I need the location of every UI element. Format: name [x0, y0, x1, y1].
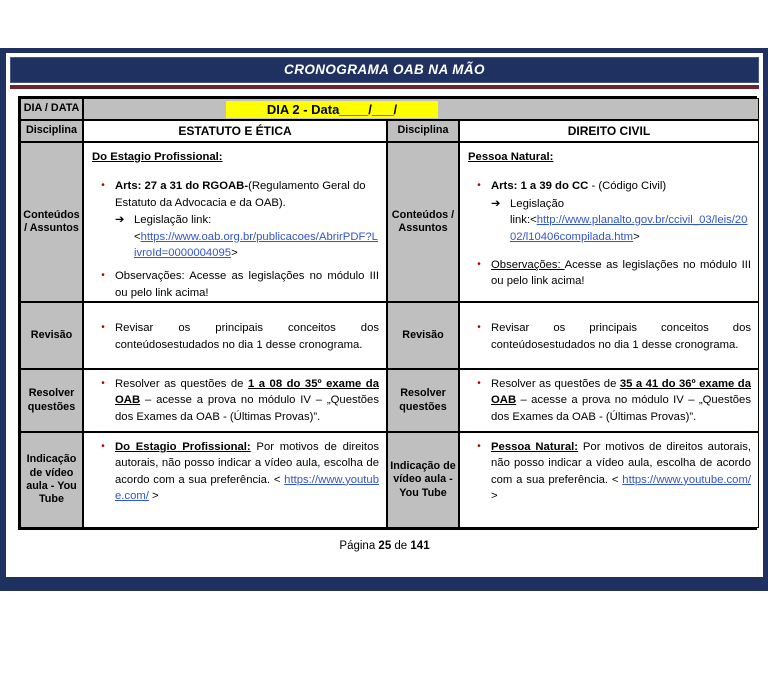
dia-value-cell — [83, 98, 759, 120]
bullet-icon: • — [477, 441, 481, 452]
dia-data-label-cell: DIA / DATA — [20, 98, 83, 120]
bullet-icon: • — [477, 258, 481, 270]
bullet-icon: • — [477, 322, 481, 334]
bullet-icon: • — [101, 180, 105, 192]
revisao-text: Revisar os principais conceitos dos conteúdosestudados no dia 1 desse cronograma. — [491, 322, 751, 351]
section-heading: Pessoa Natural: — [468, 151, 554, 163]
list-item — [91, 439, 379, 505]
conteudos-label-left: Conteúdos / Assuntos — [20, 142, 83, 302]
list-item — [467, 376, 751, 425]
page-total: 141 — [410, 540, 430, 552]
list-item — [467, 257, 751, 290]
divider-rule — [10, 85, 759, 89]
revisao-label-left: Revisão — [20, 302, 83, 369]
video-text: Do Estagio Profissional: Por motivos de direitos autorais, não posso indicar a vídeo aula, escolha de acordo com a sua preferência. < https://www.youtube.com/ > — [115, 441, 380, 503]
video-content-left — [83, 432, 387, 528]
conteudos-content-left — [83, 142, 387, 302]
page-number: 25 — [378, 540, 392, 552]
sub-item: ➔ Legislação link: <https://www.oab.org.br/publicacoes/AbrirPDF?LivroId=0000004095> — [91, 212, 379, 261]
bullet-icon: • — [101, 270, 105, 282]
resolver-content-right — [459, 369, 759, 432]
resolver-text: Resolver as questões de 1 a 08 do 35º exame da OAB – acesse a prova no módulo IV – „Questões dos Exames da OAB - (Últimas Provas)”. — [115, 378, 379, 423]
video-label-left: Indicação de vídeo aula - You Tube — [20, 432, 83, 528]
observacoes-note: Observações: Acesse as legislações no módulo III ou pelo link acima! — [491, 258, 751, 288]
arts-reference: Arts: 1 a 39 do CC — [491, 180, 589, 193]
list-item — [467, 439, 751, 505]
video-label-right: Indicação de vídeo aula - You Tube — [387, 432, 459, 528]
revisao-label-right: Revisão — [387, 302, 459, 369]
arrow-icon: ➔ — [491, 197, 501, 210]
bullet-icon: • — [477, 180, 481, 192]
bullet-icon: • — [101, 441, 105, 452]
schedule-table — [18, 96, 757, 530]
resolver-text: Resolver as questões de 35 a 41 do 36º exame da OAB – acesse a prova no módulo IV – „Questões dos Exames da OAB - (Últimas Provas)”. — [491, 378, 751, 423]
oab-publicacoes-link[interactable]: https://www.oab.org.br/publicacoes/AbrirPDF?LivroId=0000004095 — [134, 230, 378, 259]
list-item — [91, 320, 379, 353]
list-item — [91, 376, 379, 425]
resolver-label-right: Resolver questões — [387, 369, 459, 432]
youtube-link[interactable]: https://www.youtube.com/ — [115, 473, 379, 503]
revisao-content-left — [83, 302, 387, 369]
bullet-icon: • — [101, 378, 105, 389]
arts-reference: Arts: 27 a 31 do RGOAB- — [115, 180, 249, 193]
youtube-link[interactable]: https://www.youtube.com/ — [622, 473, 751, 486]
section-heading: Do Estagio Profissional: — [92, 151, 223, 163]
sub-item: ➔ Legislação link:<http://www.planalto.gov.br/ccivil_03/leis/2002/l10406compilada.htm> — [467, 196, 751, 245]
document-frame — [0, 48, 768, 591]
conteudos-content-right — [459, 142, 759, 302]
arrow-icon: ➔ — [115, 214, 125, 227]
bullet-icon: • — [101, 322, 105, 334]
planalto-link[interactable]: http://www.planalto.gov.br/ccivil_03/leis/2002/l10406compilada.htm — [510, 214, 748, 243]
observacoes-note: Observações: Acesse as legislações no módulo III ou pelo link acima! — [115, 270, 379, 299]
list-item: • Arts: 27 a 31 do RGOAB-(Regulamento Geral do Estatuto da Advocacia e da OAB). — [91, 178, 379, 211]
disciplina-label-right: Disciplina — [387, 120, 459, 142]
conteudos-label-right: Conteúdos / Assuntos — [387, 142, 459, 302]
subject-direito-civil: DIREITO CIVIL — [459, 120, 759, 142]
page-title: CRONOGRAMA OAB NA MÃO — [284, 62, 485, 77]
revisao-text: Revisar os principais conceitos dos conteúdosestudados no dia 1 desse cronograma. — [115, 322, 379, 351]
subject-estatuto-etica: ESTATUTO E ÉTICA — [83, 120, 387, 142]
bullet-icon: • — [477, 378, 481, 389]
video-text: Pessoa Natural: Por motivos de direitos autorais, não posso indicar a vídeo aula, escolha de acordo com a sua preferência. < https://www.youtube.com/ > — [491, 441, 751, 503]
resolver-content-left — [83, 369, 387, 432]
dia-value-highlight: DIA 2 - Data____/___/ — [226, 101, 438, 118]
revisao-content-right — [459, 302, 759, 369]
resolver-label-left: Resolver questões — [20, 369, 83, 432]
disciplina-label-left: Disciplina — [20, 120, 83, 142]
list-item — [91, 268, 379, 301]
list-item — [467, 320, 751, 353]
list-item: • Arts: 1 a 39 do CC - (Código Civil) — [467, 178, 751, 194]
video-content-right — [459, 432, 759, 528]
page-footer: Página 25 de 141 — [339, 540, 430, 552]
title-bar — [10, 57, 759, 83]
